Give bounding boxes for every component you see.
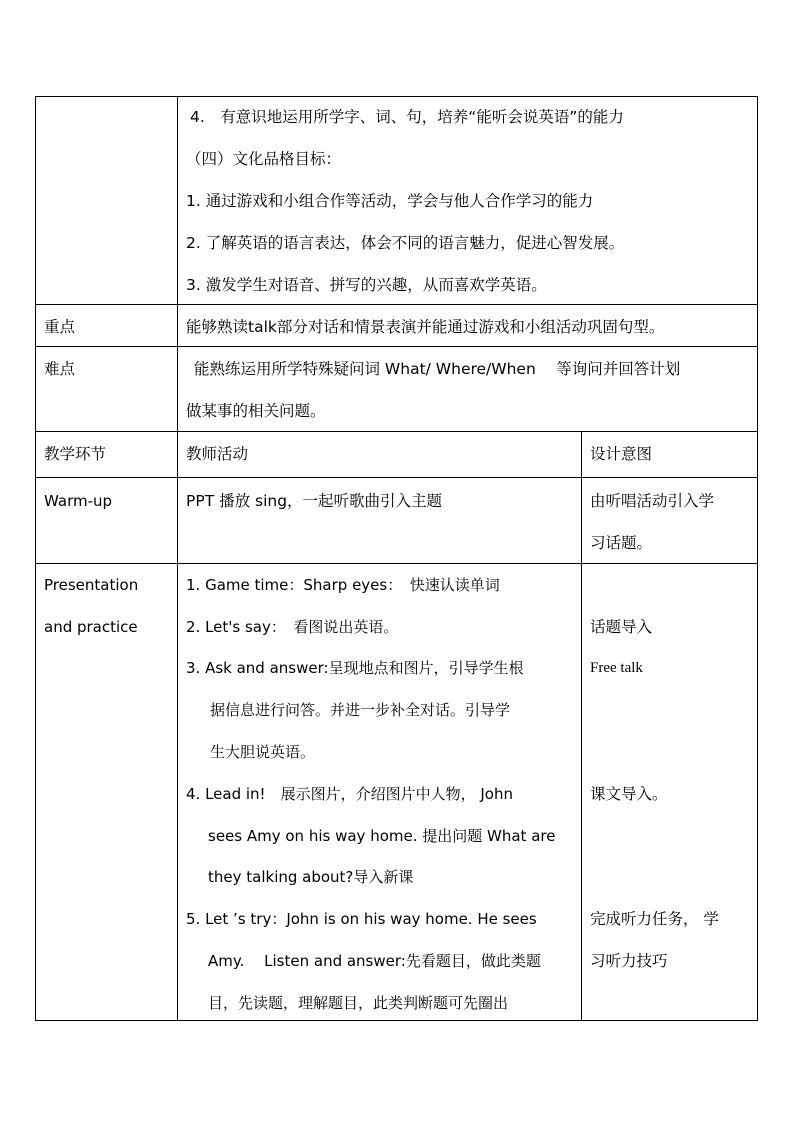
goal-item-4: 4. 有意识地运用所学字、词、句，培养“能听会说英语”的能力 <box>190 108 624 126</box>
row-divider <box>35 346 758 347</box>
activity-line: 2. Let's say： 看图说出英语。 <box>186 618 399 636</box>
warmup-activity: PPT 播放 sing，一起听歌曲引入主题 <box>186 492 443 510</box>
activity-line: 据信息进行问答。并进一步补全对话。引导学 <box>210 701 511 719</box>
activity-line: Amy. Listen and answer:先看题目，做此类题 <box>208 952 541 970</box>
difficult-point-label: 难点 <box>44 360 76 378</box>
header-stage: 教学环节 <box>44 445 107 463</box>
row-divider <box>35 477 758 478</box>
intent-topic-intro: 话题导入 <box>590 618 653 636</box>
column-divider <box>177 96 178 1021</box>
intent-listening-line2: 习听力技巧 <box>590 952 668 970</box>
row-divider <box>35 304 758 305</box>
activity-line: 5. Let ’s try：John is on his way home. He sees <box>186 910 537 928</box>
warmup-intent-line2: 习话题。 <box>590 534 653 552</box>
activity-line: sees Amy on his way home. 提出问题 What are <box>208 827 556 845</box>
activity-line: 3. Ask and answer:呈现地点和图片，引导学生根 <box>186 659 524 677</box>
warmup-intent-line1: 由听唱活动引入学 <box>590 492 715 510</box>
key-point-label: 重点 <box>44 318 76 336</box>
culture-goal-3: 3. 激发学生对语音、拼写的兴趣，从而喜欢学英语。 <box>186 276 547 294</box>
difficult-point-line1: 能熟练运用所学特殊疑问词 What/ Where/When 等询问并回答计划 <box>194 360 681 378</box>
row-divider <box>35 431 758 432</box>
intent-text-intro: 课文导入。 <box>590 785 668 803</box>
activity-line: 1. Game time：Sharp eyes： 快速认读单词 <box>186 576 500 594</box>
culture-goal-1: 1. 通过游戏和小组合作等活动，学会与他人合作学习的能力 <box>186 192 594 210</box>
key-point-content: 能够熟读talk部分对话和情景表演并能通过游戏和小组活动巩固句型。 <box>186 318 665 336</box>
warmup-stage: Warm-up <box>44 492 113 510</box>
culture-goal-heading: （四）文化品格目标： <box>186 150 342 168</box>
presentation-stage-line1: Presentation <box>44 576 139 594</box>
intent-free-talk: Free talk <box>590 660 643 676</box>
culture-goal-2: 2. 了解英语的语言表达，体会不同的语言魅力，促进心智发展。 <box>186 234 625 252</box>
column-divider <box>581 431 582 1021</box>
header-design-intent: 设计意图 <box>590 445 653 463</box>
difficult-point-line2: 做某事的相关问题。 <box>186 402 326 420</box>
activity-line: 生大胆说英语。 <box>210 743 316 761</box>
activity-line: 4. Lead in! 展示图片，介绍图片中人物， John <box>186 785 513 803</box>
activity-line: they talking about?导入新课 <box>208 868 414 886</box>
activity-line: 目，先读题，理解题目，此类判断题可先圈出 <box>208 994 509 1012</box>
presentation-stage-line2: and practice <box>44 618 138 636</box>
intent-listening-line1: 完成听力任务， 学 <box>590 910 719 928</box>
header-teacher-activity: 教师活动 <box>186 445 249 463</box>
row-divider <box>35 563 758 564</box>
